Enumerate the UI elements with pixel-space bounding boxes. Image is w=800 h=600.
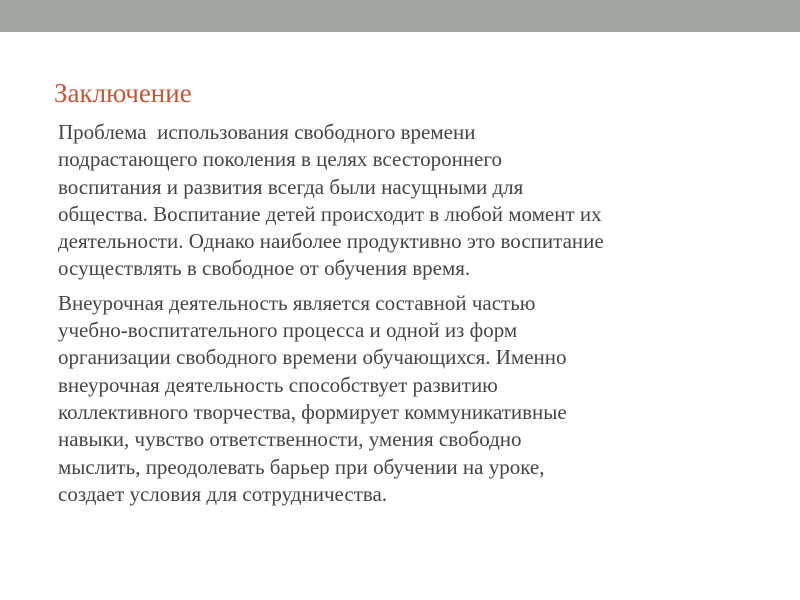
text-line: деятельности. Однако наиболее продуктивно это воспитание — [58, 229, 604, 254]
text-line: осуществлять в свободное от обучения время. — [58, 256, 471, 281]
text-line: организации свободного времени обучающихся. Именно — [58, 345, 567, 370]
slide-body — [58, 119, 758, 508]
text-line: создает условия для сотрудничества. — [58, 481, 388, 506]
text-line: подрастающего поколения в целях всестороннего — [58, 147, 502, 172]
text-line: Проблема использования свободного времени — [58, 120, 476, 144]
paragraph-1 — [58, 119, 758, 283]
paragraph-2 — [58, 290, 758, 508]
text-line: навыки, чувство ответственности, умения свободно — [58, 427, 522, 452]
slide-title: Заключение — [54, 78, 192, 108]
text-line: мыслить, преодолевать барьер при обучении на уроке, — [58, 454, 545, 479]
top-decorative-band — [0, 0, 800, 32]
text-line: внеурочная деятельность способствует развитию — [58, 372, 498, 397]
text-line: учебно-воспитательного процесса и одной из форм — [58, 318, 518, 343]
text-line: коллективного творчества, формирует коммуникативные — [58, 399, 567, 424]
text-line: воспитания и развития всегда были насущными для — [58, 174, 524, 199]
text-line: общества. Воспитание детей происходит в любой момент их — [58, 201, 602, 226]
text-line: Внеурочная деятельность является составной частью — [58, 290, 536, 315]
